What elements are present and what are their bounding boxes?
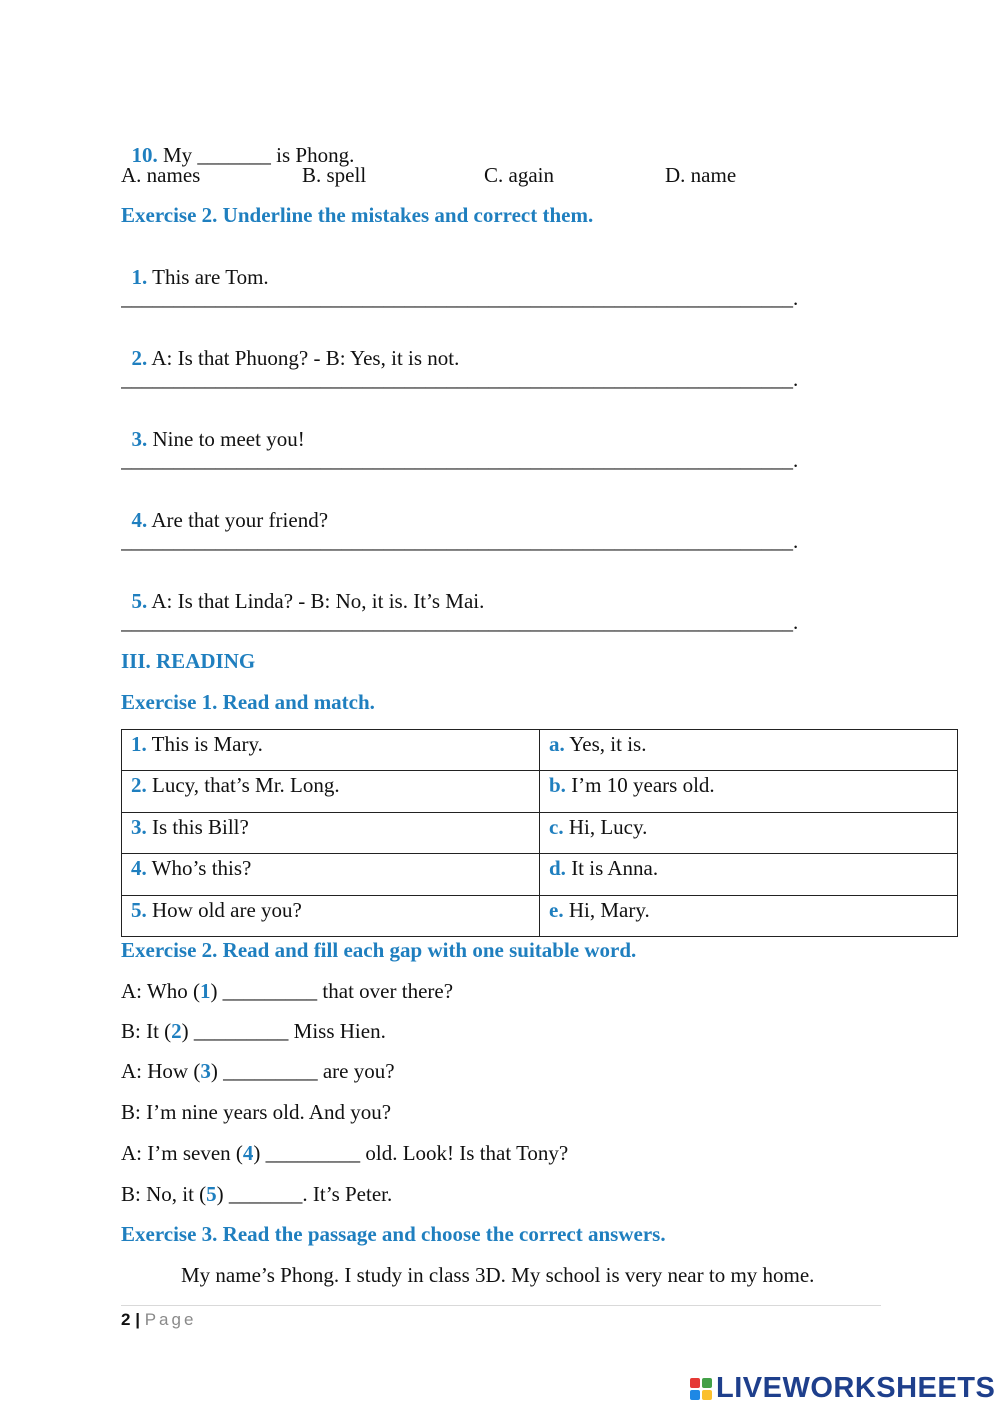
page-word: Page — [144, 1310, 197, 1329]
match-left-cell[interactable] — [122, 730, 540, 771]
left-number: 1. — [131, 732, 147, 756]
match-right-cell[interactable] — [540, 854, 958, 896]
page-number: 2 — [121, 1310, 131, 1329]
logo-blocks-icon — [690, 1378, 712, 1400]
logo-block-blue — [690, 1390, 700, 1400]
answer-line-3[interactable]: ________________________________________________________________. — [121, 450, 799, 471]
gap-number: 4 — [242, 1141, 254, 1165]
answer-line-5[interactable]: ________________________________________________________________. — [121, 612, 799, 633]
logo-block-yellow — [702, 1390, 712, 1400]
footer-pipe: | — [135, 1310, 140, 1329]
liveworksheets-logo — [690, 1372, 995, 1405]
table-row — [122, 896, 958, 937]
table-row — [122, 813, 958, 854]
right-letter: d. — [549, 856, 566, 880]
left-number: 2. — [131, 773, 147, 797]
line-pre: A: I’m seven ( — [121, 1141, 243, 1165]
left-number: 5. — [131, 898, 147, 922]
right-text: Hi, Lucy. — [563, 815, 648, 839]
mistake-item-1 — [121, 246, 269, 288]
dialogue-line-2 — [121, 1021, 386, 1042]
gap-number: 2 — [171, 1019, 182, 1043]
table-row — [122, 730, 958, 771]
question-10 — [121, 124, 354, 166]
line-pre: B: It ( — [121, 1019, 172, 1043]
match-left-cell[interactable] — [122, 854, 540, 896]
option-a[interactable]: A. names — [121, 163, 201, 187]
dialogue-line-4 — [121, 1102, 391, 1123]
item-number: 1. — [131, 265, 148, 289]
line-post[interactable]: ) _________ old. Look! Is that Tony? — [253, 1141, 569, 1165]
table-row — [122, 771, 958, 813]
option-c[interactable]: C. again — [484, 163, 554, 187]
right-letter: e. — [549, 898, 564, 922]
match-left-cell[interactable] — [122, 896, 540, 937]
line-post[interactable]: ) _________ Miss Hien. — [181, 1019, 386, 1043]
logo-block-red — [690, 1378, 700, 1388]
left-text: Is this Bill? — [146, 815, 249, 839]
dialogue-line-5 — [121, 1143, 568, 1164]
footer-divider — [121, 1305, 881, 1306]
line-post[interactable]: ) _________ are you? — [210, 1059, 395, 1083]
item-text: A: Is that Phuong? - B: Yes, it is not. — [147, 346, 460, 370]
line-pre: B: I’m nine years old. And you? — [121, 1100, 392, 1124]
exercise-3-title: Exercise 3. Read the passage and choose the correct answers. — [121, 1222, 666, 1246]
item-number: 5. — [131, 589, 148, 613]
right-letter: a. — [549, 732, 565, 756]
item-number: 4. — [131, 508, 148, 532]
right-text: It is Anna. — [565, 856, 659, 880]
passage-text: My name’s Phong. I study in class 3D. My school is very near to my home. — [181, 1263, 815, 1287]
line-pre: B: No, it ( — [121, 1182, 207, 1206]
match-table — [121, 729, 958, 937]
left-number: 4. — [131, 856, 147, 880]
left-text: How old are you? — [146, 898, 302, 922]
exercise-2-reading-title: Exercise 2. Read and fill each gap with one suitable word. — [121, 938, 637, 962]
item-text: Are that your friend? — [147, 508, 329, 532]
right-letter: c. — [549, 815, 564, 839]
match-right-cell[interactable] — [540, 771, 958, 813]
right-text: I’m 10 years old. — [565, 773, 715, 797]
option-d[interactable]: D. name — [665, 163, 737, 187]
answer-line-4[interactable]: ________________________________________________________________. — [121, 531, 799, 552]
dialogue-line-3 — [121, 1061, 395, 1082]
match-right-cell[interactable] — [540, 813, 958, 854]
line-post[interactable]: ) _________ that over there? — [210, 979, 454, 1003]
left-text: Lucy, that’s Mr. Long. — [146, 773, 340, 797]
match-left-cell[interactable] — [122, 771, 540, 813]
answer-line-2[interactable]: ________________________________________________________________. — [121, 369, 799, 390]
match-right-cell[interactable] — [540, 730, 958, 771]
mistake-item-5 — [121, 570, 484, 612]
right-text: Yes, it is. — [564, 732, 647, 756]
gap-number: 5 — [206, 1182, 217, 1206]
item-number: 3. — [131, 427, 148, 451]
right-text: Hi, Mary. — [563, 898, 650, 922]
line-pre: A: How ( — [121, 1059, 201, 1083]
dialogue-line-6 — [121, 1184, 392, 1205]
match-right-cell[interactable] — [540, 896, 958, 937]
question-number: 10. — [131, 143, 158, 167]
line-post[interactable]: ) _______. It’s Peter. — [216, 1182, 393, 1206]
logo-block-green — [702, 1378, 712, 1388]
mistake-item-4 — [121, 489, 328, 531]
exercise-2-title: Exercise 2. Underline the mistakes and correct them. — [121, 203, 594, 227]
line-pre: A: Who ( — [121, 979, 200, 1003]
left-text: This is Mary. — [146, 732, 263, 756]
question-text: My _______ is Phong. — [157, 143, 355, 167]
section-reading-title: III. READING — [121, 649, 256, 673]
item-text: Nine to meet you! — [147, 427, 305, 451]
answer-line-1[interactable]: ________________________________________________________________. — [121, 288, 799, 309]
mistake-item-3 — [121, 408, 305, 450]
match-left-cell[interactable] — [122, 813, 540, 854]
exercise-1-title: Exercise 1. Read and match. — [121, 690, 375, 714]
gap-number: 1 — [199, 979, 211, 1003]
table-row — [122, 854, 958, 896]
left-number: 3. — [131, 815, 147, 839]
item-text: This are Tom. — [147, 265, 269, 289]
dialogue-line-1 — [121, 981, 453, 1002]
item-text: A: Is that Linda? - B: No, it is. It’s Mai. — [147, 589, 485, 613]
gap-number: 3 — [200, 1059, 211, 1083]
left-text: Who’s this? — [146, 856, 252, 880]
mistake-item-2 — [121, 327, 459, 369]
item-number: 2. — [131, 346, 148, 370]
page-footer — [121, 1310, 196, 1330]
logo-text: LIVEWORKSHEETS — [716, 1372, 996, 1404]
right-letter: b. — [549, 773, 566, 797]
option-b[interactable]: B. spell — [302, 163, 367, 187]
